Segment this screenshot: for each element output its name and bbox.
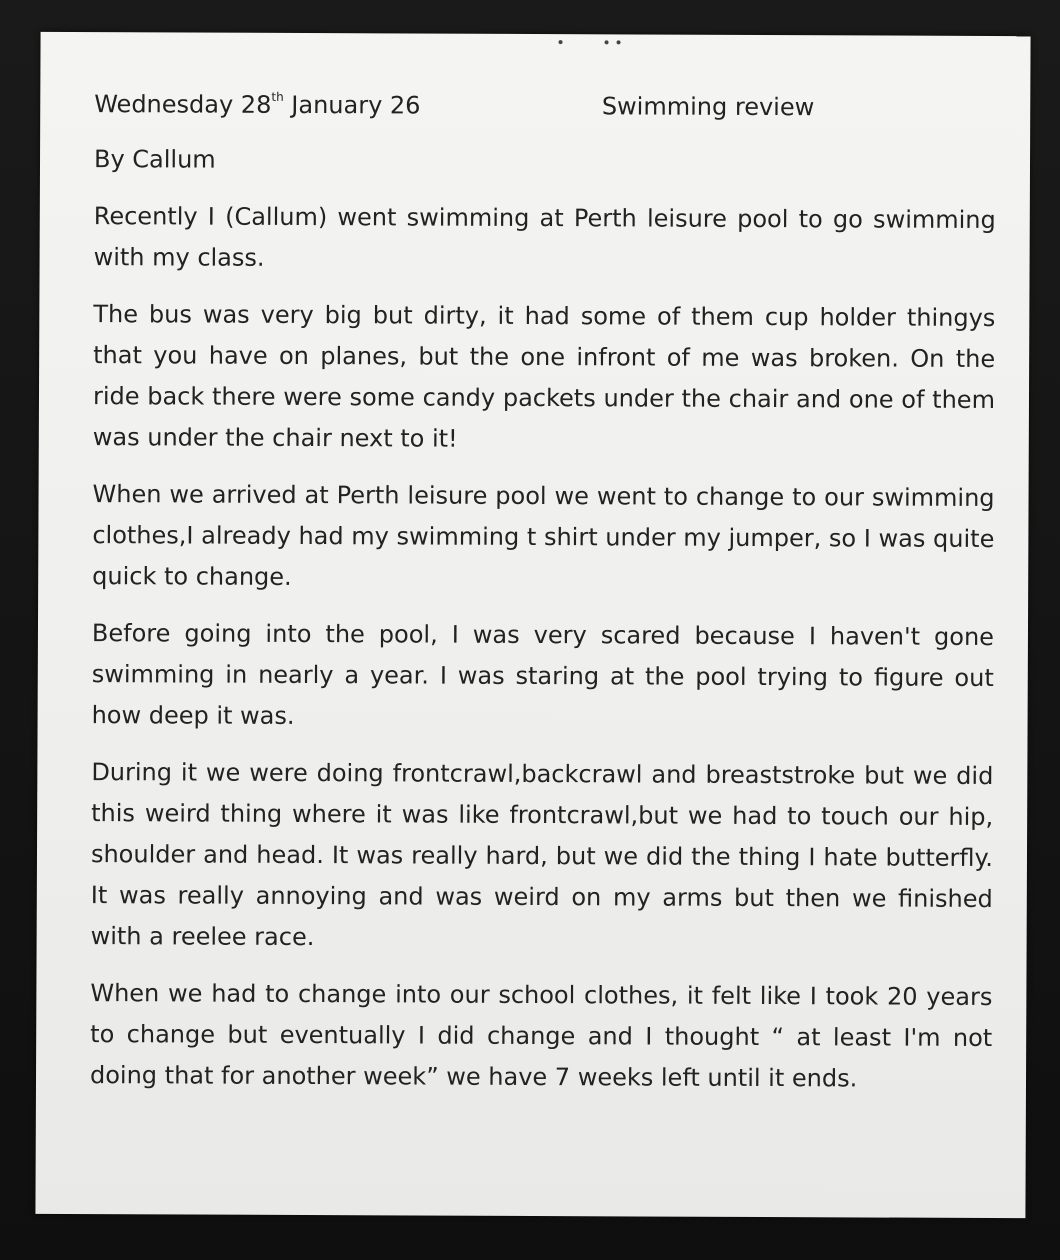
date-month-year: January 26 xyxy=(283,90,421,120)
date-day: Wednesday 28 xyxy=(94,90,272,119)
document-title: Swimming review xyxy=(601,92,815,122)
staple-marks xyxy=(559,32,629,40)
paragraph-arrival: When we arrived at Perth leisure pool we went to change to our swimming clothes,I already had my swimming t shirt under my jumper, so I was quite quick to change. xyxy=(92,480,995,591)
paragraph-strokes: During it we were doing frontcrawl,backcrawl and breaststroke but we did this weird thing where it was like frontcrawl,but we had to touch our hip, shoulder and head. It was really hard, but we did the thing I hate butterfly. It was really annoying and was weird on my arms but then we finished with a reelee race. xyxy=(90,758,994,952)
header-row xyxy=(94,84,814,128)
date-line xyxy=(94,84,420,126)
paper-sheet xyxy=(35,32,1030,1218)
paragraph-intro: Recently I (Callum) went swimming at Perth leisure pool to go swimming with my class. xyxy=(93,202,996,272)
date-ordinal: th xyxy=(271,89,284,104)
paragraph-before-pool: Before going into the pool, I was very scared because I haven't gone swimming in nearly a year. I was staring at the pool trying to figure out how deep it was. xyxy=(91,619,995,730)
author-byline: By Callum xyxy=(93,145,216,174)
paragraph-bus: The bus was very big but dirty, it had some of them cup holder thingys that you have on planes, but the one infront of me was broken. On the ride back there were some candy packets under the chair and one of them was under the chair next to it! xyxy=(92,300,996,453)
document-body xyxy=(90,84,996,1116)
paragraph-ending: When we had to change into our school clothes, it felt like I took 20 years to change but eventually I did change and I thought “ at least I'm not doing that for another week” we have 7 weeks left until it ends. xyxy=(89,979,993,1093)
